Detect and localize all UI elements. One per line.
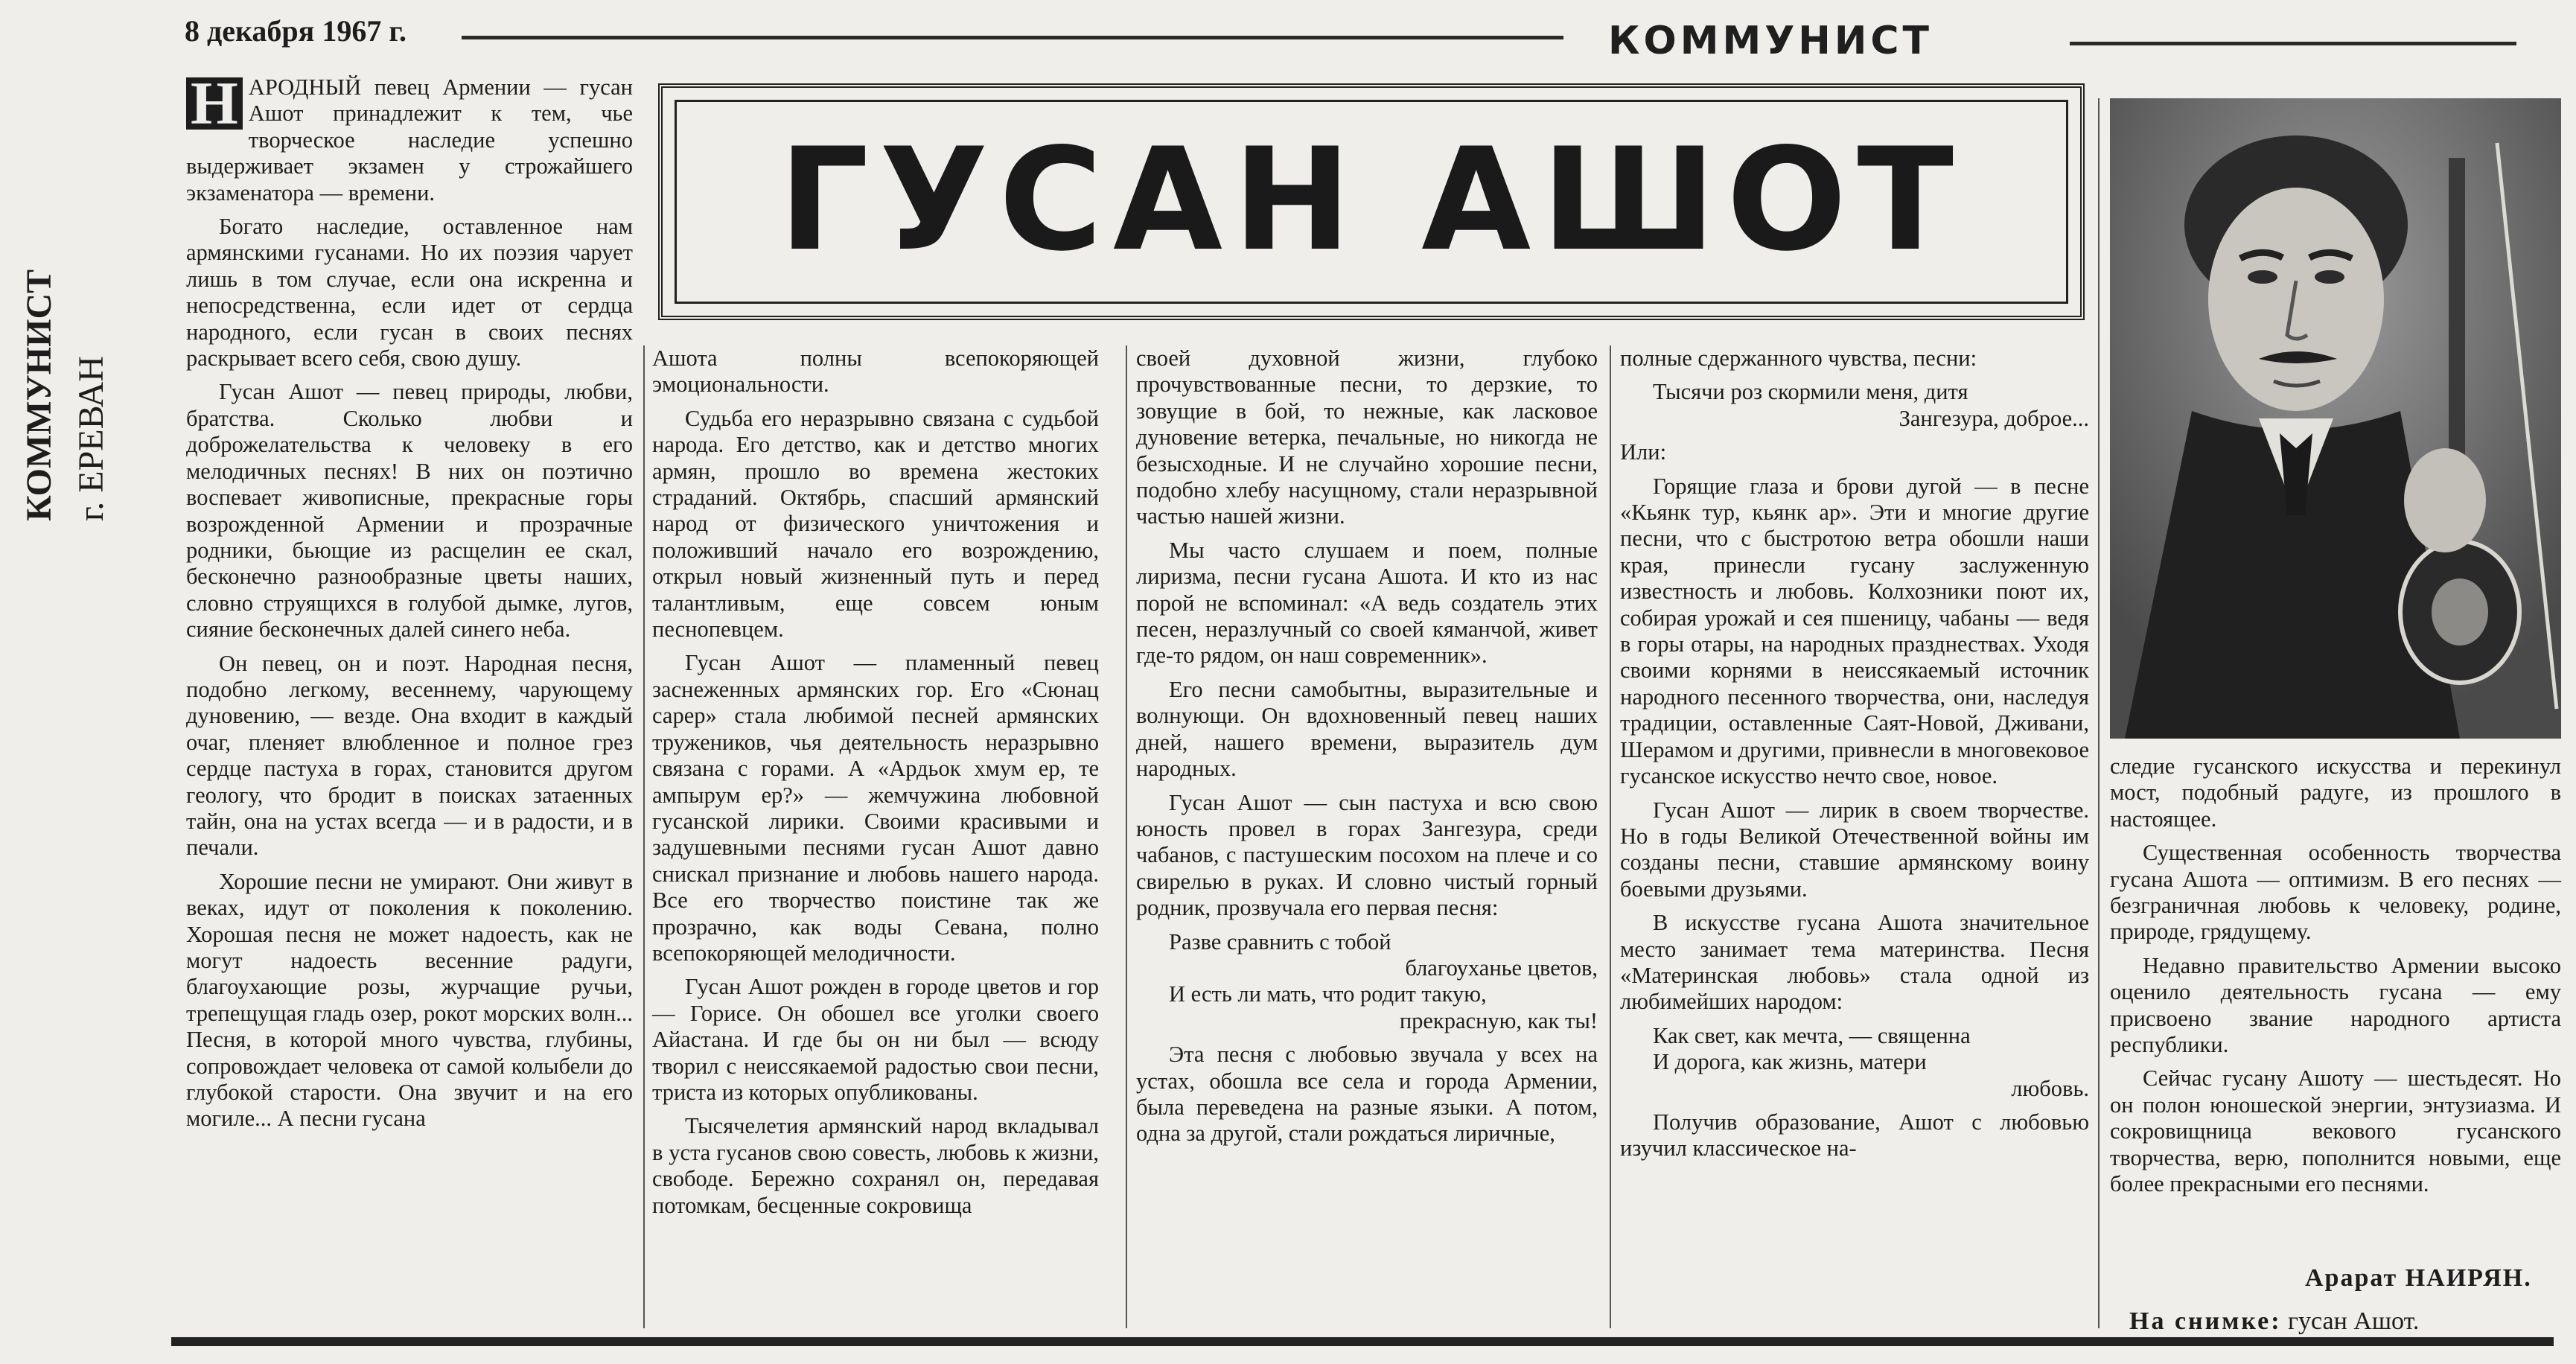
- column-divider: [1126, 345, 1127, 1328]
- poem-line: благоуханье цветов,: [1405, 955, 1598, 981]
- headline: ГУСАН АШОТ: [778, 118, 1965, 282]
- paragraph: Он певец, он и поэт. Народная песня, подобно легкому, весеннему, чарующему дуновению, — везде. Она входит в каждый очаг, пленяет влюбленное и полное грез сердце пастуха в горах, становится другом геологу, что бродит в поисках затаенных тайн, она на устах всегда — и в радости, и в печали.: [186, 650, 633, 861]
- paragraph: Богато наследие, оставленное нам армянскими гусанами. Но их поэзия чарует лишь в том случае, если она искренна и непосредственна, если идет от сердца народного, если гусан в своих песнях раскрывает всего себя, свою душу.: [186, 214, 633, 372]
- column-4: [1620, 345, 2089, 1336]
- poem-line: И дорога, как жизнь, матери: [1653, 1049, 1927, 1075]
- paragraph: Его песни самобытны, выразительные и волнующи. Он вдохновенный певец наших дней, нашего времени, выразитель дум народных.: [1136, 676, 1598, 782]
- paragraph: полные сдержанного чувства, песни:: [1620, 345, 1977, 371]
- paragraph: Или:: [1620, 439, 1667, 465]
- drop-cap: Н: [186, 77, 243, 130]
- photo-caption: [2129, 1307, 2419, 1340]
- poem-excerpt: [1136, 929, 1598, 1035]
- source-label-rotated: [13, 201, 125, 521]
- caption-text: гусан Ашот.: [2281, 1307, 2420, 1335]
- paragraph: Существенная особенность творчества гусана Ашота — оптимизм. В его песнях — безграничная любовь к человеку, родине, природе, грядущему.: [2110, 840, 2561, 945]
- paragraph: Мы часто слушаем и поем, полные лиризма, песни гусана Ашота. И кто из нас порой не вспоминал: «А ведь создатель этих песен, неразлучный со своей кяманчой, живет где-то рядом, он наш современник».: [1136, 537, 1598, 669]
- headline-frame: [658, 83, 2085, 320]
- paragraph: Гусан Ашот — пламенный певец заснеженных армянских гор. Его «Сюнац сарер» стала любимой песней армянских тружеников, чья деятельность неразрывно связана с горами. А «Ардьок хмум ер, те ампырум ер?» — жемчужина любовной гусанской лирики. Своими красивыми и задушевными песнями гусан Ашот давно снискал признание и любовь нашего народа. Все его творчество поистине так же прозрачно, как воды Севана, полно всепокоряющей мелодичности.: [652, 650, 1099, 966]
- header-rule: [462, 36, 1563, 39]
- author-signature: Арарат НАИРЯН.: [2305, 1264, 2532, 1292]
- paragraph: Гусан Ашот — певец природы, любви, братства. Сколько любви и доброжелательства к человеку в его мелодичных песнях! В них он поэтично воспевает живописные, прекрасные горы возрожденной Армении и прозрачные родники, бьющие из расщелин ее скал, бесконечно разнообразные цветы наших, словно струящихся в голубой дымке, лугов, сияние бесконечных далей синего неба.: [186, 379, 633, 643]
- column-5: [2110, 753, 2561, 1245]
- newspaper-name: КОММУНИСТ: [1608, 19, 1933, 63]
- caption-prefix: На снимке:: [2129, 1307, 2282, 1335]
- column-2: [652, 345, 1099, 1336]
- column-1: [186, 69, 633, 1333]
- paragraph: [186, 69, 633, 206]
- poem-line: Разве сравнить с тобой: [1169, 928, 1391, 955]
- column-3: [1136, 345, 1598, 1336]
- paragraph: Тысячелетия армянский народ вкладывал в уста гусанов свою совесть, любовь к жизни, свободе. Бережно сохранял он, передавая потомкам, бесценные сокровища: [652, 1113, 1099, 1218]
- bottom-rule: [171, 1337, 2554, 1346]
- poem-line: Как свет, как мечта, — священна: [1653, 1022, 1971, 1048]
- poem-line: любовь.: [2011, 1075, 2089, 1101]
- handwritten-source-label: [13, 201, 125, 521]
- column-divider: [2098, 98, 2100, 1328]
- poem-excerpt: [1620, 379, 2089, 432]
- header-rule-right: [2070, 42, 2516, 45]
- source-paper-name: КОММУНИСТ: [19, 269, 59, 521]
- paragraph: следие гусанского искусства и перекинул мост, подобный радуге, из прошлого в настоящее.: [2110, 753, 2561, 832]
- paragraph: В искусстве гусана Ашота значительное место занимает тема материнства. Песня «Материнская любовь» стала одной из любимейших народом:: [1620, 910, 2089, 1015]
- paragraph: Хорошие песни не умирают. Они живут в веках, идут от поколения к поколению. Хорошая песня не может надоесть, как не могут надоесть весенние радуги, благоухающие розы, журчащие ручьи, трепещущая гладь озер, рокот морских волн... Песня, в которой много чувства, глубины, сопровождает человека от самой колыбели до глубокой старости. Она звучит и на его могиле... А песни гусана: [186, 868, 633, 1132]
- portrait-illustration: [2110, 98, 2561, 739]
- poem-line: Зангезура, доброе...: [1898, 405, 2089, 431]
- source-city: г. ЕРЕВАН: [71, 356, 111, 521]
- paragraph: Гусан Ашот — лирик в своем творчестве. Но в годы Великой Отечественной войны им созданы песни, ставшие армянскому воину боевыми друзьями.: [1620, 797, 2089, 902]
- poem-line: Тысячи роз скормили меня, дитя: [1653, 379, 1968, 405]
- paragraph: своей духовной жизни, глубоко прочувствованные песни, то дерзкие, то зовущие в бой, то нежные, как ласковое дуновение ветерка, печальные, но никогда не безысходные. И не случайно хорошие песни, подобно хлебу насущному, стали неразрывной частью нашей жизни.: [1136, 345, 1598, 529]
- column-divider: [1610, 345, 1611, 1328]
- column-divider: [643, 345, 645, 1328]
- paragraph: Получив образование, Ашот с любовью изучил классическое на-: [1620, 1109, 2089, 1161]
- poem-line: прекрасную, как ты!: [1399, 1007, 1598, 1033]
- issue-date: 8 декабря 1967 г.: [185, 14, 407, 48]
- paragraph: Судьба его неразрывно связана с судьбой народа. Его детство, как и детство многих армян, прошло во времена жестоких страданий. Октябрь, спасший армянский народ от физического уничтожения и положивший начало его возрождению, открыл новый жизненный путь и перед талантливым, еще совсем юным песнопевцем.: [652, 405, 1099, 643]
- paragraph: Гусан Ашот рожден в городе цветов и гор — Горисе. Он обошел все уголки своего Айастана. И где бы он ни был — всюду творил с неиссякаемой радостью свои песни, триста из которых опубликованы.: [652, 974, 1099, 1105]
- paragraph: Гусан Ашот — сын пастуха и всю свою юность провел в горах Зангезура, среди чабанов, с пастушеским посохом на плече и со свирелью в руках. И словно чистый горный родник, прозвучала его первая песня:: [1136, 789, 1598, 921]
- poem-line: И есть ли мать, что родит такую,: [1169, 981, 1487, 1007]
- paragraph: Недавно правительство Армении высоко оценило деятельность гусана — ему присвоено звание народного артиста республики.: [2110, 952, 2561, 1058]
- paragraph: Эта песня с любовью звучала у всех на устах, обошла все села и города Армении, была переведена на разные языки. А потом, одна за другой, стали рождаться лиричные,: [1136, 1042, 1598, 1147]
- portrait-photo: [2110, 98, 2561, 739]
- paragraph: Горящие глаза и брови дугой — в песне «Кьянк тур, кьянк ар». Эти и многие другие песни, что с быстротою ветра обошли наши края, принесли гусану заслуженную известность и любовь. Колхозники поют их, собирая урожай и сея пшеницу, чабаны — ведя в горы отары, на народных празднествах. Уходя своими корнями в неиссякаемый источник народного песенного творчества, они, наследуя традиции, оставленные Саят-Новой, Дживани, Шерамом и другими, привнесли в многовековое гусанское искусство нечто свое, новое.: [1620, 473, 2089, 789]
- paragraph: Сейчас гусану Ашоту — шестьдесят. Но он полон юношеской энергии, энтузиазма. И сокровищница векового гусанского творчества, верю, пополнится новыми, еще более прекрасными его песнями.: [2110, 1065, 2561, 1197]
- paragraph-text: АРОДНЫЙ певец Армении — гусан Ашот принадлежит к тем, чье творческое наследие успешно выдерживает экзамен у строжайшего экзаменатора — времени.: [186, 74, 633, 205]
- poem-excerpt: [1620, 1023, 2089, 1102]
- paragraph: Ашота полны всепокоряющей эмоциональности.: [652, 345, 1099, 398]
